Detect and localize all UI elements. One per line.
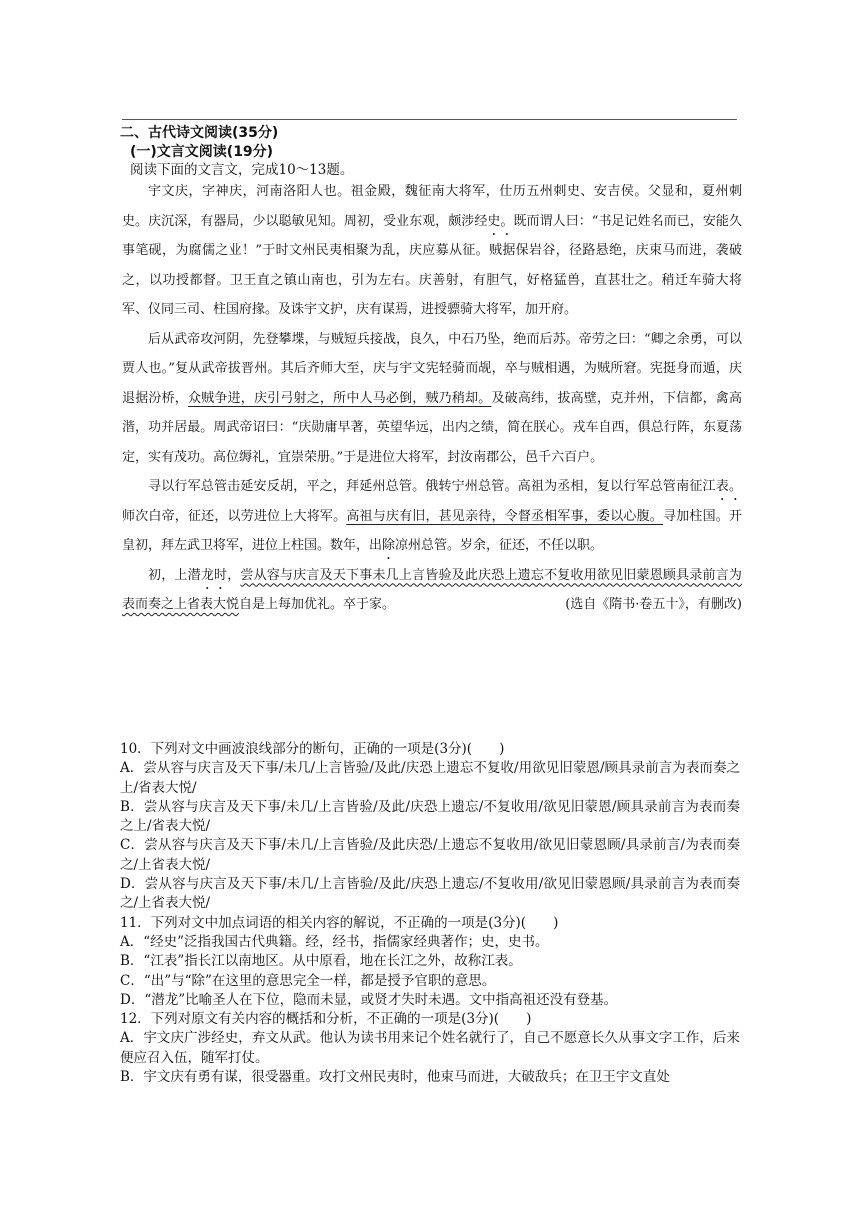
dotted-word: 表 xyxy=(715,479,729,494)
question-10-option-c: C．尝从容与庆言及天下事/未几/上言皆验/及此庆恐/上遗忘不复收用/欲见旧蒙恩顾/具录前言/为表而奏之/上省表大悦/ xyxy=(120,837,740,873)
question-12-stem: 12．下列对原文有关内容的概括和分析，不正确的一项是(3分)( ) xyxy=(120,1011,532,1028)
paragraph-text: 后从武帝攻河阴，先登攀堞，与贼短兵接战，良久，中石乃坠，绝而后苏。帝劳之曰：“卿之余勇，可以贾人也。”复从武帝拔晋州。其后齐师大至，庆与宇文宪轻骑而觇，卒与贼相遇，为贼所窘。宪挺身而遁，庆退据汾桥， xyxy=(122,331,742,406)
dotted-word: 史 xyxy=(487,213,501,229)
subsection-title: (一)文言文阅读(19分) xyxy=(130,144,274,160)
question-11-option-a: A．“经史”泛指我国古代典籍。经，经书，指儒家经典著作；史，史书。 xyxy=(120,933,549,950)
question-11-stem: 11．下列对文中加点词语的相关内容的解说，不正确的一项是(3分)( ) xyxy=(120,914,559,931)
paragraph-text: 。师次白帝，征还，以劳进位上大将军。 xyxy=(122,479,742,524)
underlined-sentence: 众贼争进，庆引弓射之，所中人马必倒，贼乃稍却。 xyxy=(187,390,492,406)
header-rule xyxy=(122,119,737,120)
question-10-stem: 10．下列对文中画波浪线部分的断句，正确的一项是(3分)( ) xyxy=(120,741,505,757)
paragraph-text: 。既而谓人曰：“书足记姓名而已，安能久事笔砚，为腐儒之业！”于时文州民夷相聚为乱，庆应募从征。贼据保岩谷，径路悬绝，庆束马而进，袭破之，以功授都督。卫王直之镇山南也，引为左右。庆善射，有胆气，好格猛兽，直甚壮之。稍迁车骑大将军、仪同三司、柱国府掾。及诛宇文护，庆有谋焉，进授骠骑大将军，加开府。 xyxy=(122,213,742,317)
wavy-underlined-passage: 尝从容与庆言及天下事未几上言皆验及此庆恐上遗忘不复收用欲见旧蒙恩顾具录前言为表而奏之上省表大悦 xyxy=(122,567,742,612)
question-10-option-a: A．尝从容与庆言及天下事/未几/上言皆验/及此/庆恐上遗忘不复收/用欲见旧蒙恩/顾具录前言为表而奏之上/省表大悦/ xyxy=(120,760,740,796)
question-12-option-b: B．宇文庆有勇有谋，很受器重。攻打文州民夷时，他束马而进，大破敌兵；在卫王宇文直处 xyxy=(120,1069,670,1086)
dotted-word: 龙 xyxy=(200,567,215,583)
question-11-option-d: D．“潜龙”比喻圣人在下位，隐而未显，或贤才失时未遇。文中指高祖还没有登基。 xyxy=(120,991,618,1008)
question-12-option-a: A．宇文庆广涉经史，弃文从武。他认为读书用来记个姓名就行了，自己不愿意长久从事文字工作，后来便应召入伍，随军打仗。 xyxy=(120,1030,740,1066)
paragraph-text: 除凉州总管。岁余，征还，不任以职。 xyxy=(382,538,604,553)
question-11-option-b: B．“江表”指长江以南地区。从中原看，地在长江之外，故称江表。 xyxy=(120,953,522,970)
paragraph-text: 自是上每加优礼。卒于家。 xyxy=(239,597,396,612)
passage-paragraph-2 xyxy=(122,325,742,473)
passage-paragraph-1 xyxy=(122,177,742,325)
dotted-word: 出 xyxy=(369,538,383,553)
classical-passage xyxy=(122,177,742,620)
question-list xyxy=(120,740,740,1087)
question-11-option-c: C．“出”与“除”在这里的意思完全一样，都是授予官职的意思。 xyxy=(120,972,496,989)
passage-paragraph-4 xyxy=(122,561,742,620)
paragraph-text: 及破高纬，拔高壁，克并州，下信都，禽高湝，功并居最。周武帝诏曰：“庆勋庸早著，英望华远，出内之绩，简在朕心。戎车自西，俱总行阵，东夏荡定，实有茂功。高位缛礼，宜崇荣册。”于是进位大将军，封汝南郡公，邑千六百户。 xyxy=(122,390,742,465)
paragraph-text: 寻以行军总管击延安反胡，平之，拜延州总管。俄转宁州总管。高祖为丞相，复以行军总管南征 xyxy=(148,479,703,494)
question-10-option-b: B．尝从容与庆言及天下事/未几/上言皆验/及此/庆恐上遗忘/不复收用/欲见旧蒙恩/顾具录前言为表而奏之上/省表大悦/ xyxy=(120,798,740,835)
dotted-word: 江 xyxy=(702,479,716,494)
paragraph-text: 寻加柱国。开皇初，拜左武卫将军，进位上柱国。数年， xyxy=(122,508,742,553)
question-10-option-d: D．尝从容与庆言及天下事/未几/上言皆验/及此/庆恐上遗忘/不复收用/欲见旧蒙恩顾/具录前言为表而奏之/上省表大悦/ xyxy=(120,876,740,912)
section-title: 二、古代诗文阅读(35分) xyxy=(120,125,279,141)
underlined-sentence: 高祖与庆有旧，甚见亲待，令督丞相军事，委以心腹。 xyxy=(346,508,663,524)
dotted-word: 潜 xyxy=(187,567,201,583)
passage-paragraph-3 xyxy=(122,472,742,561)
paragraph-text: 宇文庆，字神庆，河南洛阳人也。祖金殿，魏征南大将军，仕历五州刺史、安吉侯。父显和，夏州刺史。庆沉深，有器局，少以聪敏见知。周初，受业东观，颇涉 xyxy=(122,184,742,229)
source-citation: (选自《隋书·卷五十》，有删改) xyxy=(565,597,742,612)
dotted-word: 经 xyxy=(474,213,488,229)
paragraph-text: 时， xyxy=(214,567,241,583)
paragraph-text: 初，上 xyxy=(148,567,188,583)
instruction-text: 阅读下面的文言文，完成10～13题。 xyxy=(130,162,354,178)
